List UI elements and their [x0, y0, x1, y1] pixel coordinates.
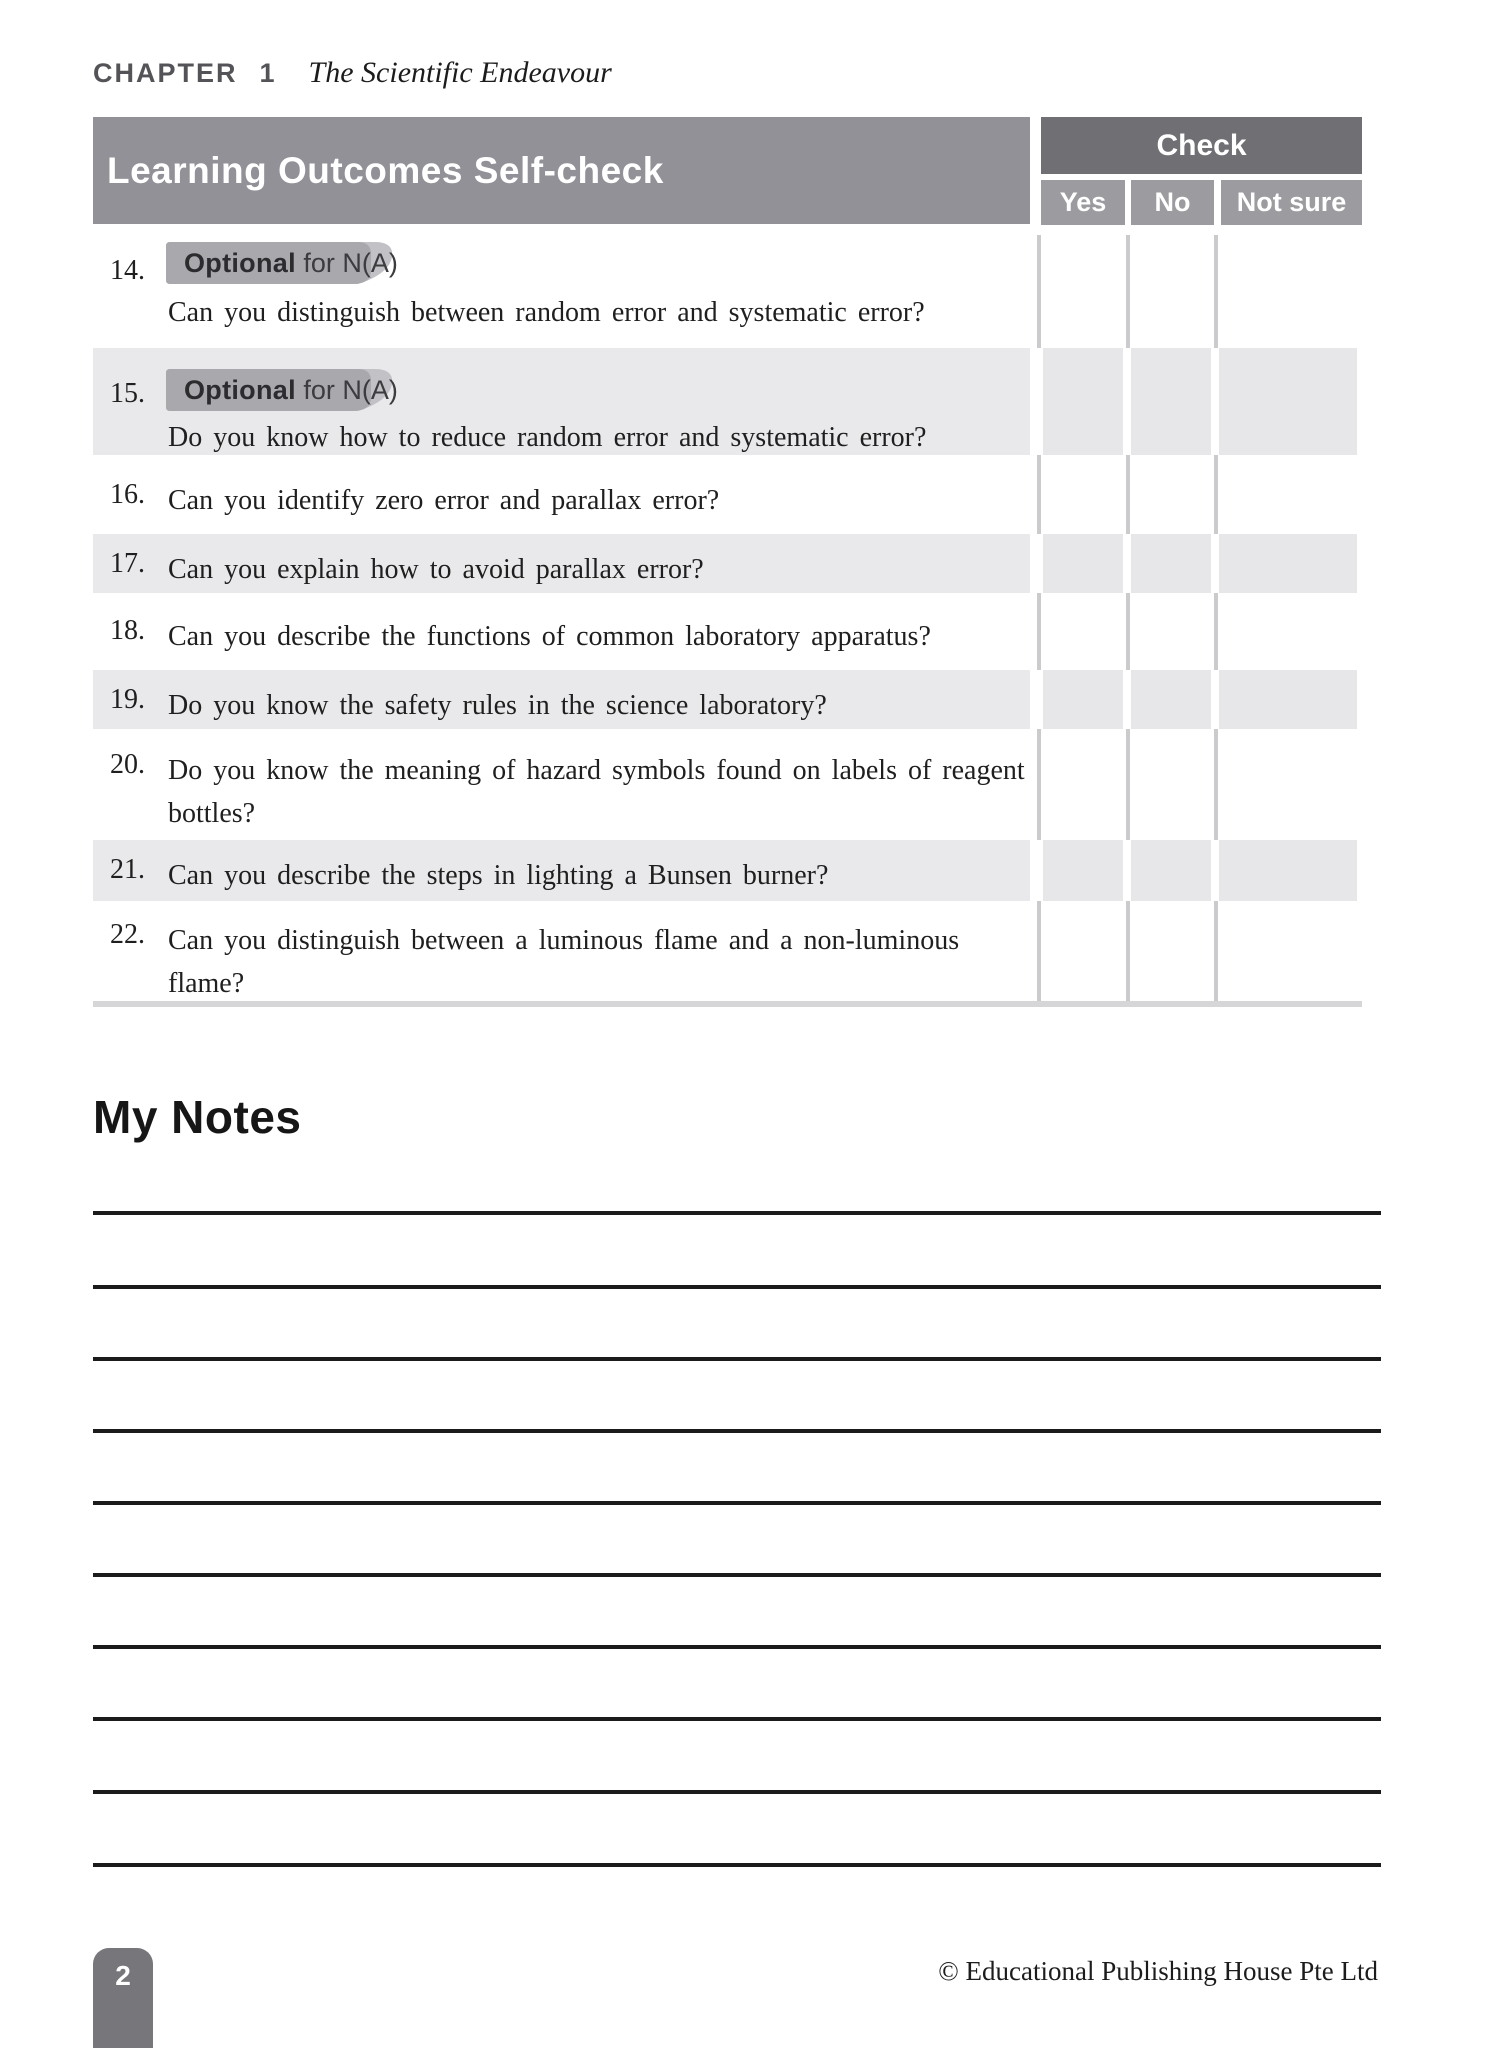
question-number: 15. — [110, 378, 145, 409]
column-divider — [1214, 901, 1218, 1001]
badge-rest-text: for N(A) — [303, 248, 398, 278]
check-cell-not-sure[interactable] — [1219, 901, 1357, 1001]
table-row — [93, 593, 1362, 670]
check-cell-yes[interactable] — [1043, 901, 1123, 1001]
chapter-title: The Scientific Endeavour — [308, 56, 612, 89]
notes-line — [93, 1211, 1381, 1215]
check-cell-yes[interactable] — [1043, 534, 1123, 593]
chapter-heading — [93, 56, 612, 90]
optional-badge-text — [184, 375, 398, 406]
notes-line — [93, 1573, 1381, 1577]
page-number: 2 — [115, 1960, 131, 1991]
question-number: 21. — [110, 854, 145, 885]
table-row — [93, 729, 1362, 840]
check-cell-not-sure[interactable] — [1219, 235, 1357, 348]
column-header-not-sure: Not sure — [1221, 180, 1362, 225]
column-divider — [1126, 455, 1130, 534]
notes-line — [93, 1501, 1381, 1505]
check-cell-yes[interactable] — [1043, 840, 1123, 901]
column-divider — [1214, 235, 1218, 348]
question-text: Can you describe the steps in lighting a Bunsen burner? — [168, 860, 829, 891]
question-number: 16. — [110, 479, 145, 510]
badge-bold-text: Optional — [184, 248, 296, 278]
check-cell-no[interactable] — [1131, 901, 1211, 1001]
check-cell-no[interactable] — [1131, 840, 1211, 901]
column-divider — [1214, 729, 1218, 840]
notes-line — [93, 1357, 1381, 1361]
check-cell-yes[interactable] — [1043, 729, 1123, 840]
question-number: 20. — [110, 749, 145, 780]
question-text: Can you distinguish between a luminous flame and a non-luminous flame? — [168, 925, 960, 999]
question-number: 14. — [110, 255, 145, 286]
check-cell-no[interactable] — [1131, 729, 1211, 840]
badge-bold-text: Optional — [184, 375, 296, 405]
check-cell-not-sure[interactable] — [1219, 455, 1357, 534]
check-cell-yes[interactable] — [1043, 593, 1123, 670]
column-divider — [1037, 455, 1041, 534]
question-number: 19. — [110, 684, 145, 715]
check-cell-yes[interactable] — [1043, 348, 1123, 455]
notes-line — [93, 1863, 1381, 1867]
notes-line — [93, 1645, 1381, 1649]
notes-line — [93, 1429, 1381, 1433]
check-cell-no[interactable] — [1131, 235, 1211, 348]
notes-heading: My Notes — [93, 1091, 302, 1143]
column-header-no: No — [1131, 180, 1214, 225]
question-number: 18. — [110, 615, 145, 646]
column-divider — [1037, 901, 1041, 1001]
check-cell-not-sure[interactable] — [1219, 534, 1357, 593]
notes-line — [93, 1790, 1381, 1794]
notes-line — [93, 1285, 1381, 1289]
table-row — [93, 348, 1362, 455]
check-cell-yes[interactable] — [1043, 455, 1123, 534]
notes-line — [93, 1717, 1381, 1721]
table-row — [93, 840, 1362, 901]
question-text: Do you know the meaning of hazard symbols found on labels of reagent bottles? — [168, 755, 1025, 829]
question-number: 17. — [110, 548, 145, 579]
question-number: 22. — [110, 919, 145, 950]
check-cell-no[interactable] — [1131, 534, 1211, 593]
table-row — [93, 534, 1362, 593]
check-cell-yes[interactable] — [1043, 670, 1123, 729]
optional-badge — [165, 241, 398, 285]
check-cell-yes[interactable] — [1043, 235, 1123, 348]
column-header-yes: Yes — [1041, 180, 1125, 225]
column-divider — [1037, 729, 1041, 840]
table-row — [93, 235, 1362, 348]
question-text: Can you identify zero error and parallax error? — [168, 485, 720, 516]
column-divider — [1126, 593, 1130, 670]
check-header: Check — [1041, 117, 1362, 174]
table-row — [93, 901, 1362, 1001]
question-text: Do you know the safety rules in the science laboratory? — [168, 690, 827, 721]
column-divider — [1214, 593, 1218, 670]
column-divider — [1214, 455, 1218, 534]
check-cell-no[interactable] — [1131, 593, 1211, 670]
check-cell-no[interactable] — [1131, 670, 1211, 729]
copyright-text: © Educational Publishing House Pte Ltd — [938, 1956, 1378, 1986]
table-title-band — [93, 117, 1030, 224]
check-cell-not-sure[interactable] — [1219, 348, 1357, 455]
table-row — [93, 455, 1362, 534]
check-cell-not-sure[interactable] — [1219, 670, 1357, 729]
page-number-tab — [93, 1948, 153, 2048]
chapter-number: 1 — [259, 58, 275, 88]
column-divider — [1037, 235, 1041, 348]
check-cell-not-sure[interactable] — [1219, 593, 1357, 670]
column-divider — [1037, 593, 1041, 670]
column-divider — [1126, 235, 1130, 348]
check-cell-not-sure[interactable] — [1219, 729, 1357, 840]
question-text: Do you know how to reduce random error and systematic error? — [168, 422, 927, 453]
optional-badge — [165, 368, 398, 412]
question-text: Can you distinguish between random error and systematic error? — [168, 297, 925, 328]
badge-rest-text: for N(A) — [303, 375, 398, 405]
optional-badge-text — [184, 248, 398, 279]
question-text: Can you describe the functions of common laboratory apparatus? — [168, 621, 931, 652]
chapter-label: CHAPTER — [93, 58, 238, 88]
question-text: Can you explain how to avoid parallax error? — [168, 554, 704, 585]
table-title: Learning Outcomes Self-check — [107, 149, 664, 191]
check-cell-not-sure[interactable] — [1219, 840, 1357, 901]
table-bottom-edge — [93, 1001, 1362, 1007]
check-cell-no[interactable] — [1131, 455, 1211, 534]
column-divider — [1126, 901, 1130, 1001]
column-divider — [1126, 729, 1130, 840]
table-row — [93, 670, 1362, 729]
check-cell-no[interactable] — [1131, 348, 1211, 455]
